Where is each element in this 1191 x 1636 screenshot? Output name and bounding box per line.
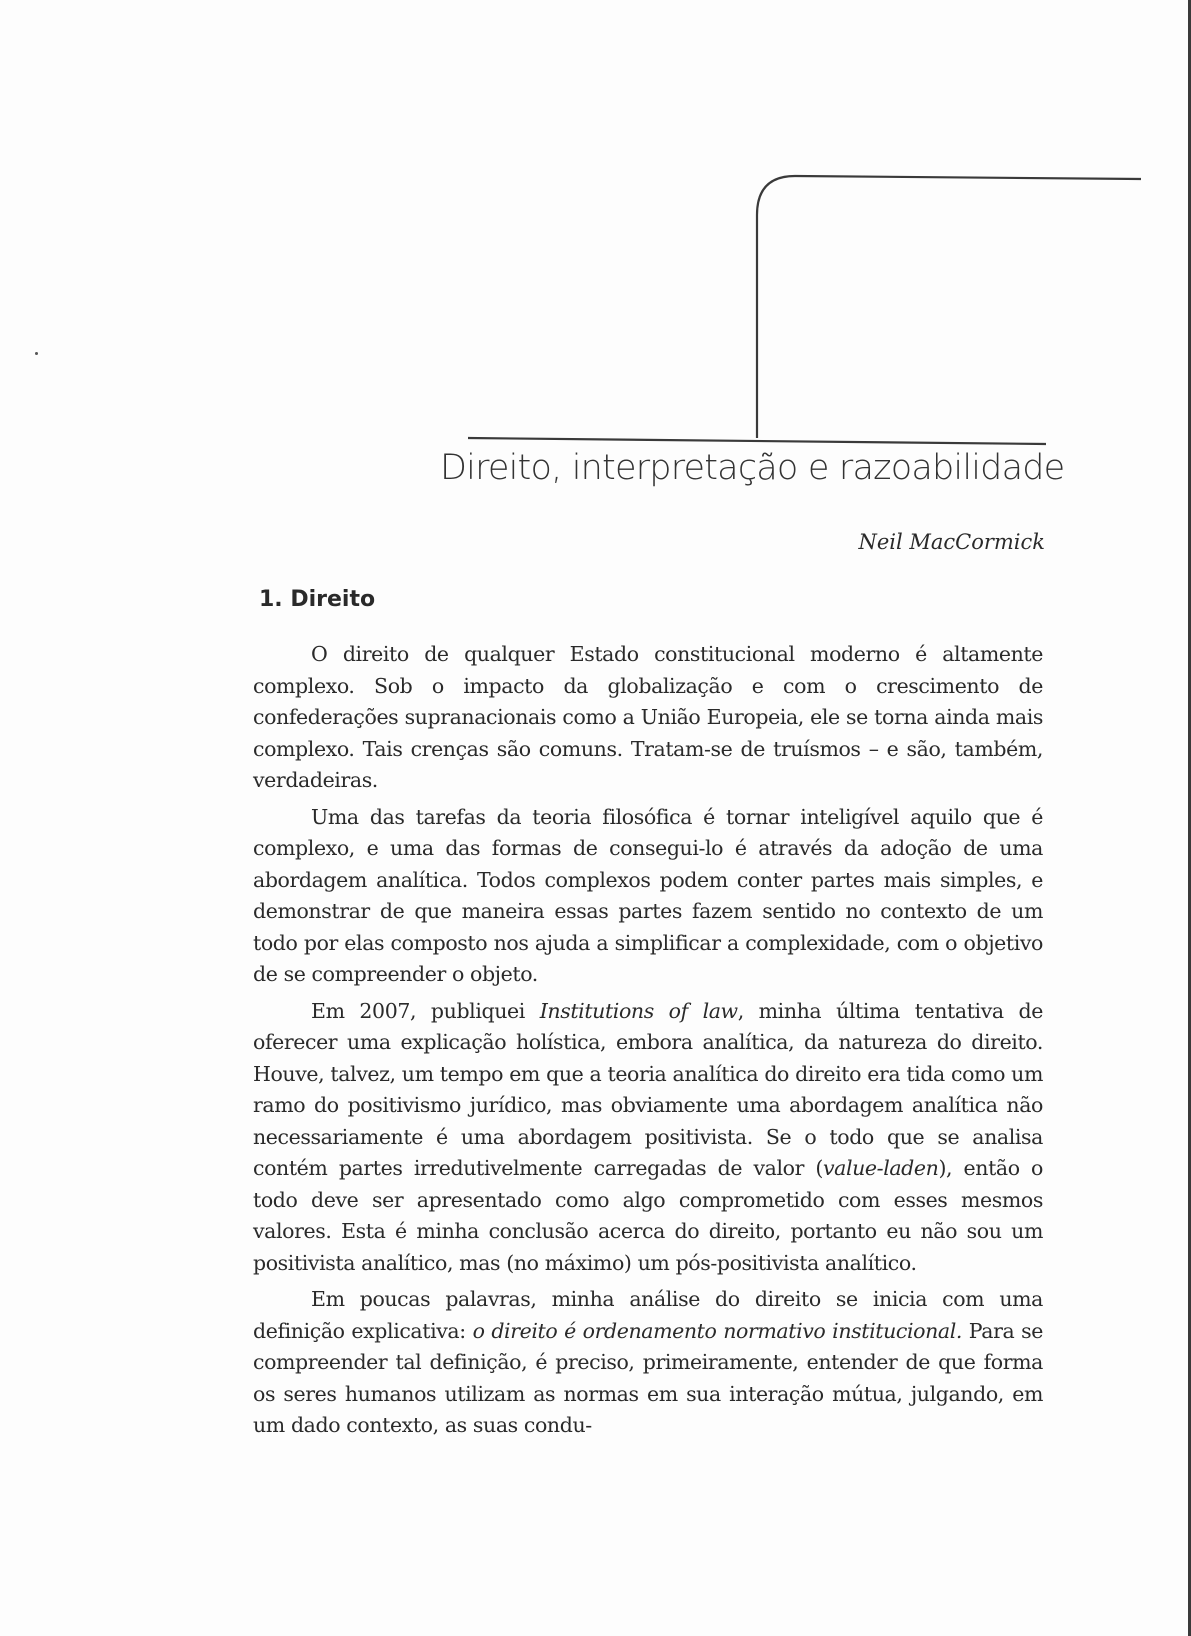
chapter-author: Neil MacCormick xyxy=(858,530,1045,554)
book-title-italic: Institutions of law xyxy=(539,998,738,1023)
frame-bottom-rule xyxy=(468,438,1046,444)
chapter-title: Direito, interpretação e razoabilidade xyxy=(440,448,1065,488)
frame-top-curve xyxy=(757,176,1141,438)
paragraph-1: O direito de qualquer Estado constitucional moderno é altamente complexo. Sob o impacto da globalização e com o crescimento de confederações supranacionais como a União Europeia, ele se torna ainda mais complexo. Tais crenças são comuns. Tratam-se de truísmos – e são, também, verdadeiras. xyxy=(253,642,1043,792)
body-text xyxy=(253,639,1043,1447)
paragraph-4 xyxy=(253,1284,1043,1442)
paragraph-4-text-a: Em poucas palavras, minha análise do direito se inicia com uma definição explicativa: xyxy=(253,1287,1043,1343)
paragraph-3-text-c: ), então o todo deve ser apresentado como algo comprometido com esses mesmos valores. Esta é minha conclusão acerca do direito, portanto eu não sou um positivista analítico, mas (no máximo) um pós-positivista analítico. xyxy=(253,1156,1043,1275)
definition-italic: o direito é ordenamento normativo institucional. xyxy=(472,1318,962,1343)
paragraph-2: Uma das tarefas da teoria filosófica é tornar inteligível aquilo que é complexo, e uma das formas de consegui-lo é através da adoção de uma abordagem analítica. Todos complexos podem conter partes mais simples, e demonstrar de que maneira essas partes fazem sentido no contexto de um todo por elas composto nos ajuda a simplificar a complexidade, com o objetivo de se compreender o objeto. xyxy=(253,804,1043,986)
paragraph-3-text-a: Em 2007, publiquei xyxy=(311,998,540,1023)
section-heading: 1. Direito xyxy=(259,587,376,612)
paragraph-4-text-b: Para se compreender tal definição, é preciso, primeiramente, entender de que forma os seres humanos utilizam as normas em sua interação mútua, julgando, em um dado contexto, as suas condu- xyxy=(253,1318,1043,1437)
paragraph-3 xyxy=(253,996,1043,1280)
value-laden-italic: value-laden xyxy=(822,1156,939,1180)
paragraph-3-text-b: , minha última tentativa de oferecer uma explicação holística, embora analítica, da natureza do direito. Houve, talvez, um tempo em que a teoria analítica do direito era tida como um ramo do positivismo jurídico, mas obviamente uma abordagem analítica não necessariamente é uma abordagem positivista. Se o todo que se analisa contém partes irredutivelmente carregadas de valor ( xyxy=(253,998,1043,1180)
